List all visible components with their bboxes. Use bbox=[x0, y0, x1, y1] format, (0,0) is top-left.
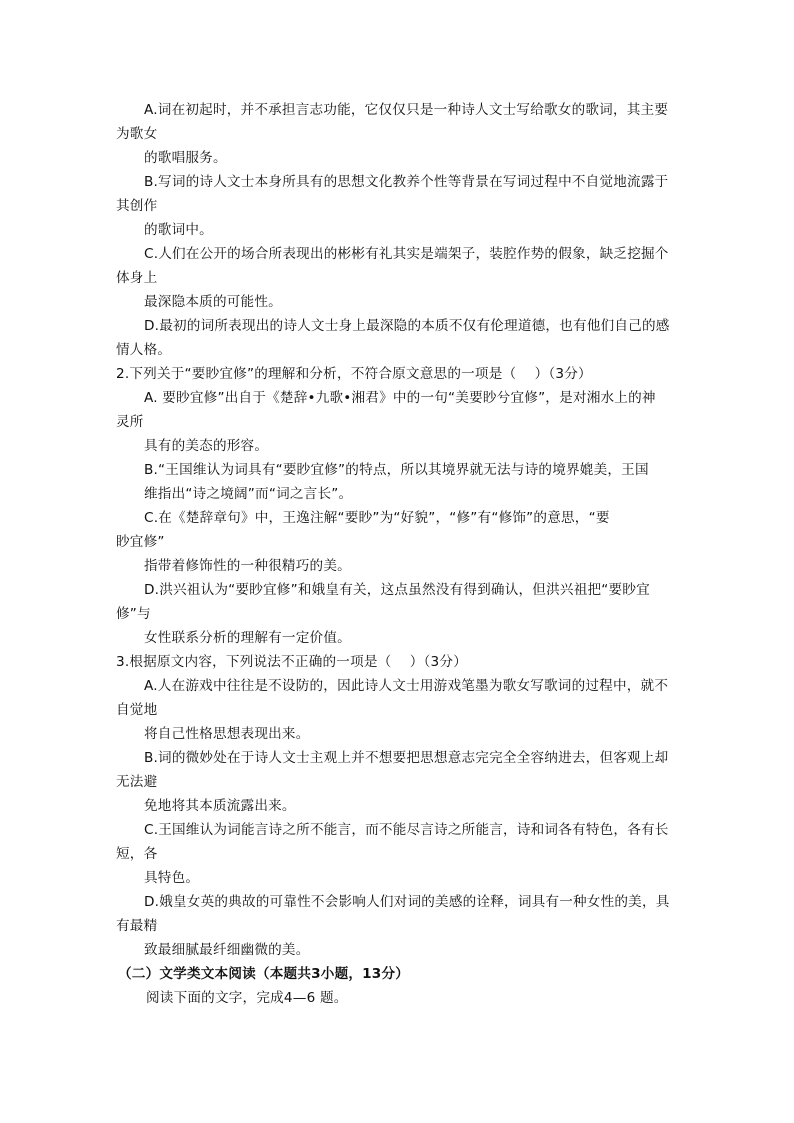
reading-instruction: 阅读下面的文字，完成4—6 题。 bbox=[146, 990, 348, 1006]
q1-option-b-line2: 其创作 bbox=[116, 198, 158, 214]
question-2-stem: 2.下列关于“要眇宜修”的理解和分析，不符合原文意思的一项是（ ）（3分） bbox=[116, 366, 592, 382]
q3-option-a-line2: 自觉地 bbox=[116, 702, 158, 718]
q3-option-c-line1: C.王国维认为词能言诗之所不能言，而不能尽言诗之所能言，诗和词各有特色，各有长 bbox=[144, 822, 669, 838]
q2-option-a-line1: A. 要眇宜修”出自于《楚辞•九歌•湘君》中的一句“美要眇兮宜修”，是对湘水上的神 bbox=[144, 390, 656, 406]
q2-option-b-line2: 维指出“诗之境阔”而“词之言长”。 bbox=[144, 486, 353, 502]
q2-option-c-line2: 眇宜修” bbox=[116, 534, 165, 550]
q2-option-c-line3: 指带着修饰性的一种很精巧的美。 bbox=[144, 558, 351, 574]
q3-option-b-line1: B.词的微妙处在于诗人文士主观上并不想要把思想意志完完全全容纳进去，但客观上却 bbox=[144, 750, 669, 766]
q3-option-b-line2: 无法避 bbox=[116, 774, 158, 790]
q2-option-d-line2: 修”与 bbox=[116, 606, 151, 622]
q1-option-a-line2: 为歌女 bbox=[116, 126, 158, 142]
q3-option-a-line1: A.人在游戏中往往是不设防的，因此诗人文士用游戏笔墨为歌女写歌词的过程中，就不 bbox=[144, 678, 669, 694]
q1-option-a-line3: 的歌唱服务。 bbox=[144, 150, 227, 166]
q1-option-c-line3: 最深隐本质的可能性。 bbox=[144, 294, 282, 310]
q1-option-c-line2: 体身上 bbox=[116, 270, 158, 286]
q1-option-c-line1: C.人们在公开的场合所表现出的彬彬有礼其实是端架子，装腔作势的假象，缺乏挖掘个 bbox=[144, 246, 669, 262]
q3-option-c-line3: 具特色。 bbox=[144, 870, 200, 886]
q1-option-b-line1: B.写词的诗人文士本身所具有的思想文化教养个性等背景在写词过程中不自觉地流露于 bbox=[144, 174, 669, 190]
q1-option-d-line1: D.最初的词所表现出的诗人文士身上最深隐的本质不仅有伦理道德，也有他们自己的感 bbox=[144, 318, 670, 334]
q3-option-d-line2: 有最精 bbox=[116, 918, 158, 934]
q3-option-c-line2: 短，各 bbox=[116, 846, 158, 862]
q2-option-a-line2: 灵所 bbox=[116, 414, 144, 430]
q1-option-a-line1: A.词在初起时，并不承担言志功能，它仅仅只是一种诗人文士写给歌女的歌词，其主要 bbox=[144, 102, 669, 118]
section-heading: （二）文学类文本阅读（本题共3小题，13分） bbox=[118, 966, 410, 982]
q3-option-d-line1: D.娥皇女英的典故的可靠性不会影响人们对词的美感的诠释，词具有一种女性的美，具 bbox=[144, 894, 670, 910]
q2-option-c-line1: C.在《楚辞章句》中，王逸注解“要眇”为“好貌”，“修”有“修饰”的意思，“要 bbox=[144, 510, 610, 526]
q3-option-b-line3: 免地将其本质流露出来。 bbox=[144, 798, 296, 814]
q2-option-b-line1: B.“王国维认为词具有“要眇宜修”的特点，所以其境界就无法与诗的境界媲美，王国 bbox=[144, 462, 649, 478]
question-3-stem: 3.根据原文内容，下列说法不正确的一项是（ ）（3分） bbox=[116, 654, 467, 670]
q3-option-a-line3: 将自己性格思想表现出来。 bbox=[144, 726, 310, 742]
q3-option-d-line3: 致最细腻最纤细幽微的美。 bbox=[144, 942, 310, 958]
q2-option-d-line3: 女性联系分析的理解有一定价值。 bbox=[144, 630, 351, 646]
q2-option-d-line1: D.洪兴祖认为“要眇宜修”和娥皇有关，这点虽然没有得到确认，但洪兴祖把“要眇宜 bbox=[144, 582, 650, 598]
q1-option-d-line2: 情人格。 bbox=[116, 342, 172, 358]
q2-option-a-line3: 具有的美态的形容。 bbox=[144, 438, 269, 454]
q1-option-b-line3: 的歌词中。 bbox=[144, 222, 213, 238]
